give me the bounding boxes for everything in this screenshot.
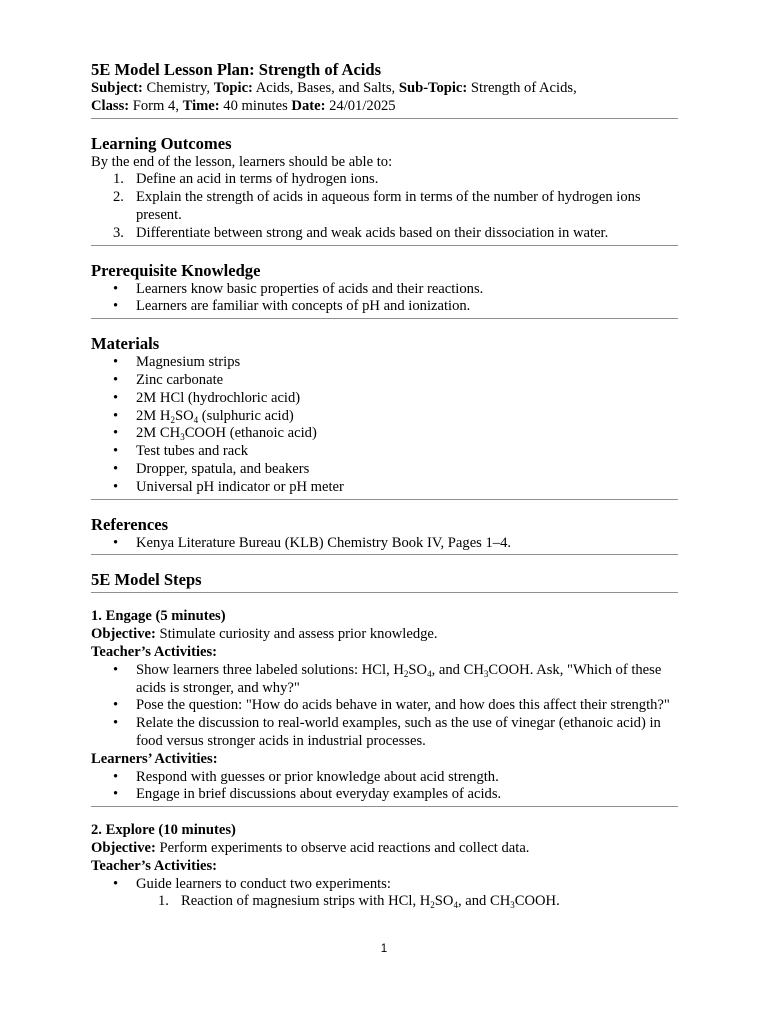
list-item-text: Explain the strength of acids in aqueous form in terms of the number of hydrogen ions present. bbox=[136, 189, 641, 223]
page-number: 1 bbox=[380, 943, 388, 955]
subscript: 3 bbox=[510, 900, 515, 911]
list-item bbox=[91, 171, 678, 189]
list-number: 3. bbox=[113, 224, 124, 241]
list-item bbox=[91, 189, 678, 225]
list-item bbox=[91, 876, 678, 912]
class-value: Form 4, bbox=[129, 97, 183, 114]
formula-text: , and CH bbox=[457, 893, 511, 910]
list-item bbox=[91, 715, 678, 751]
list-item bbox=[91, 662, 678, 698]
list-item-text: Kenya Literature Bureau (KLB) Chemistry Book IV, Pages 1–4. bbox=[136, 534, 512, 551]
formula-text: (sulphuric acid) bbox=[198, 407, 294, 424]
prerequisite-list bbox=[91, 281, 678, 317]
topic-label: Topic: bbox=[213, 80, 253, 96]
subject-value: Chemistry, bbox=[142, 80, 214, 96]
bullet-icon: • bbox=[113, 697, 119, 714]
list-item-text: Engage in brief discussions about everyday examples of acids. bbox=[136, 786, 502, 803]
formula-text: COOH. bbox=[514, 893, 560, 910]
list-item bbox=[91, 390, 678, 408]
objective-text: Perform experiments to observe acid reactions and collect data. bbox=[155, 839, 530, 856]
bullet-icon: • bbox=[113, 460, 119, 477]
list-item-text: Respond with guesses or prior knowledge about acid strength. bbox=[136, 768, 499, 785]
list-item bbox=[91, 225, 678, 243]
list-item bbox=[91, 354, 678, 372]
formula-text: SO bbox=[408, 661, 428, 678]
list-item bbox=[91, 425, 678, 443]
subtopic-label: Sub-Topic: bbox=[398, 80, 468, 96]
objective-text: Stimulate curiosity and assess prior knowledge. bbox=[155, 626, 438, 643]
bullet-icon: • bbox=[113, 371, 119, 388]
section-divider bbox=[91, 499, 678, 500]
bullet-icon: • bbox=[113, 715, 119, 732]
section-divider bbox=[91, 592, 678, 593]
explore-teacher-list bbox=[91, 876, 678, 912]
engage-learner-label: Learners’ Activities: bbox=[91, 750, 218, 767]
list-item bbox=[91, 372, 678, 390]
engage-objective bbox=[91, 626, 678, 644]
list-number: 1. bbox=[158, 893, 169, 910]
bullet-icon: • bbox=[113, 786, 119, 803]
list-item bbox=[91, 461, 678, 479]
list-number: 1. bbox=[113, 171, 124, 188]
bullet-icon: • bbox=[113, 661, 119, 678]
list-number: 2. bbox=[113, 189, 124, 206]
subscript: 3 bbox=[483, 668, 489, 679]
bullet-icon: • bbox=[113, 425, 119, 442]
objective-label: Objective: bbox=[91, 839, 156, 856]
class-label: Class: bbox=[91, 97, 130, 114]
formula-text: , and CH bbox=[431, 661, 484, 678]
list-item bbox=[91, 697, 678, 715]
list-item bbox=[91, 769, 678, 787]
formula-text: COOH. Ask, "Which of these acids is stronger, and why?" bbox=[136, 661, 662, 696]
formula-text: SO bbox=[434, 893, 454, 910]
list-item-text: Learners are familiar with concepts of pH and ionization. bbox=[136, 298, 471, 315]
list-item bbox=[91, 786, 678, 804]
list-item-text: Dropper, spatula, and beakers bbox=[136, 460, 310, 477]
time-value: 40 minutes bbox=[219, 97, 292, 114]
list-item-text: 2M HCl (hydrochloric acid) bbox=[136, 389, 301, 406]
list-item-text: Zinc carbonate bbox=[136, 371, 224, 388]
bullet-icon: • bbox=[113, 389, 119, 406]
bullet-icon: • bbox=[113, 768, 119, 785]
materials-list bbox=[91, 354, 678, 496]
formula-text: Show learners three labeled solutions: HCl, H bbox=[136, 661, 404, 678]
learning-outcomes-intro: By the end of the lesson, learners should be able to: bbox=[91, 153, 393, 170]
meta-line-2 bbox=[91, 98, 678, 116]
formula-text: 2M CH bbox=[136, 425, 181, 442]
list-item-text: Pose the question: "How do acids behave in water, and how does this affect their strength?" bbox=[136, 697, 670, 714]
bullet-icon: • bbox=[113, 478, 119, 495]
formula-text: Reaction of magnesium strips with HCl, H bbox=[181, 893, 431, 910]
list-item bbox=[91, 535, 678, 553]
date-label: Date: bbox=[291, 97, 326, 114]
subscript: 2 bbox=[403, 668, 409, 679]
engage-heading: 1. Engage (5 minutes) bbox=[91, 608, 226, 625]
bullet-icon: • bbox=[113, 443, 119, 460]
list-item-text: Magnesium strips bbox=[136, 354, 241, 371]
formula-text: 2M H bbox=[136, 407, 171, 424]
list-item bbox=[91, 408, 678, 426]
engage-teacher-label: Teacher’s Activities: bbox=[91, 643, 218, 660]
document-title: 5E Model Lesson Plan: Strength of Acids bbox=[91, 60, 382, 79]
list-item-text: Learners know basic properties of acids and their reactions. bbox=[136, 280, 484, 297]
explore-teacher-label: Teacher’s Activities: bbox=[91, 857, 218, 874]
section-divider bbox=[91, 318, 678, 319]
meta-line-1 bbox=[91, 80, 678, 98]
list-item-text: Relate the discussion to real-world examples, such as the use of vinegar (ethanoic acid) in food versus stronger acids in industrial processes. bbox=[136, 715, 661, 749]
subscript: 2 bbox=[170, 414, 175, 425]
learning-outcomes-heading: Learning Outcomes bbox=[91, 133, 232, 153]
subject-label: Subject: bbox=[91, 80, 143, 96]
subscript: 4 bbox=[427, 668, 432, 679]
section-divider bbox=[91, 806, 678, 807]
list-item-text: Guide learners to conduct two experiments: bbox=[136, 875, 391, 892]
bullet-icon: • bbox=[113, 354, 119, 371]
list-item bbox=[91, 281, 678, 299]
list-item bbox=[91, 443, 678, 461]
formula-text: COOH (ethanoic acid) bbox=[184, 425, 317, 442]
objective-label: Objective: bbox=[91, 626, 156, 643]
bullet-icon: • bbox=[113, 280, 119, 297]
topic-value: Acids, Bases, and Salts, bbox=[252, 80, 399, 96]
bullet-icon: • bbox=[113, 875, 119, 892]
bullet-icon: • bbox=[113, 298, 119, 315]
experiment-list bbox=[136, 893, 678, 911]
list-item-text: Differentiate between strong and weak acids based on their dissociation in water. bbox=[136, 224, 609, 241]
engage-learner-list bbox=[91, 769, 678, 805]
subscript: 4 bbox=[453, 900, 458, 911]
references-list bbox=[91, 535, 678, 553]
section-divider bbox=[91, 245, 678, 246]
engage-teacher-list bbox=[91, 662, 678, 751]
time-label: Time: bbox=[182, 97, 220, 114]
list-item bbox=[91, 479, 678, 497]
subscript: 2 bbox=[430, 900, 435, 911]
list-item-text: Test tubes and rack bbox=[136, 443, 249, 460]
section-divider bbox=[91, 118, 678, 119]
list-item-text: Define an acid in terms of hydrogen ions. bbox=[136, 171, 379, 188]
subtopic-value: Strength of Acids, bbox=[467, 80, 577, 96]
subscript: 4 bbox=[193, 414, 199, 425]
date-value: 24/01/2025 bbox=[325, 97, 396, 114]
steps-heading: 5E Model Steps bbox=[91, 570, 202, 590]
bullet-icon: • bbox=[113, 407, 119, 424]
list-item bbox=[136, 893, 678, 911]
prerequisite-heading: Prerequisite Knowledge bbox=[91, 260, 261, 280]
list-item-text: Universal pH indicator or pH meter bbox=[136, 478, 344, 495]
references-heading: References bbox=[91, 514, 169, 534]
document-page bbox=[91, 58, 678, 911]
list-item bbox=[91, 298, 678, 316]
formula-text: SO bbox=[174, 407, 194, 424]
materials-heading: Materials bbox=[91, 334, 160, 354]
section-divider bbox=[91, 554, 678, 555]
explore-heading: 2. Explore (10 minutes) bbox=[91, 822, 236, 839]
explore-objective bbox=[91, 840, 678, 858]
learning-outcomes-list bbox=[91, 171, 678, 242]
subscript: 3 bbox=[180, 432, 185, 443]
bullet-icon: • bbox=[113, 534, 119, 551]
